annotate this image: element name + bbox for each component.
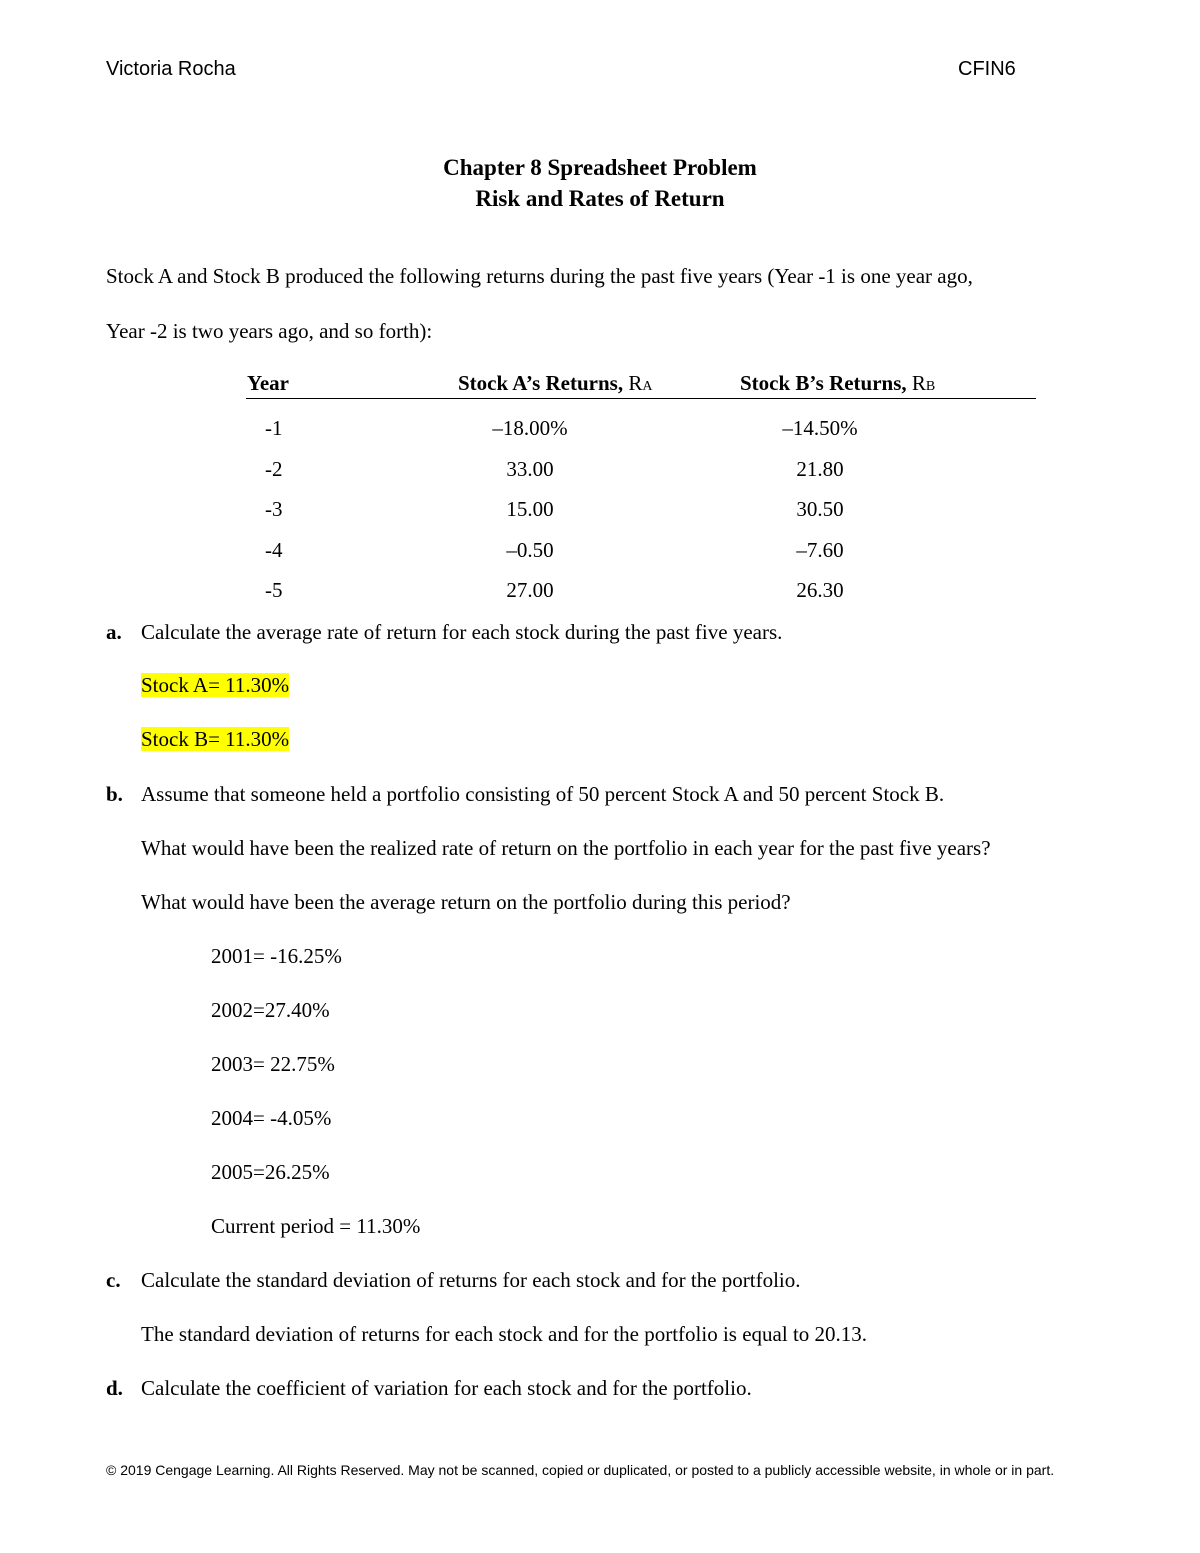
part-c-label: c. bbox=[106, 1268, 121, 1292]
table-cell-stock-a: 15.00 bbox=[506, 497, 554, 521]
part-c-question: Calculate the standard deviation of returns for each stock and for the portfolio. bbox=[141, 1268, 801, 1292]
table-cell-year: -2 bbox=[265, 457, 283, 481]
table-cell-year: -1 bbox=[265, 416, 283, 440]
part-b-answer: 2001= -16.25% bbox=[211, 944, 342, 968]
part-a-question: Calculate the average rate of return for each stock during the past five years. bbox=[141, 620, 783, 644]
part-b-label: b. bbox=[106, 782, 123, 806]
table-header-rule bbox=[246, 398, 1036, 399]
part-a-answer-stock-b: Stock B= 11.30% bbox=[141, 727, 290, 751]
table-header-year: Year bbox=[247, 371, 289, 395]
table-cell-stock-a: 33.00 bbox=[506, 457, 554, 481]
part-c-answer: The standard deviation of returns for each stock and for the portfolio is equal to 20.13. bbox=[141, 1322, 868, 1346]
table-cell-stock-b: –7.60 bbox=[796, 538, 844, 562]
part-b-question-3: What would have been the average return on the portfolio during this period? bbox=[141, 890, 791, 914]
header-author: Victoria Rocha bbox=[106, 58, 236, 80]
part-b-question-1: Assume that someone held a portfolio consisting of 50 percent Stock A and 50 percent Stock B. bbox=[141, 782, 945, 806]
part-b-question-2: What would have been the realized rate of return on the portfolio in each year for the past five years? bbox=[141, 836, 991, 860]
table-cell-stock-b: 30.50 bbox=[796, 497, 844, 521]
part-b-answer: 2004= -4.05% bbox=[211, 1106, 332, 1130]
table-cell-stock-a: 27.00 bbox=[506, 578, 554, 602]
copyright-footer: © 2019 Cengage Learning. All Rights Reserved. May not be scanned, copied or duplicated, or posted to a publicly accessible website, in whole or in part. bbox=[106, 1462, 1055, 1478]
table-cell-year: -5 bbox=[265, 578, 283, 602]
header-course: CFIN6 bbox=[958, 58, 1016, 80]
part-b-answer: 2005=26.25% bbox=[211, 1160, 330, 1184]
document-subtitle: Risk and Rates of Return bbox=[475, 186, 725, 211]
intro-line-1: Stock A and Stock B produced the following returns during the past five years (Year -1 is one year ago, bbox=[106, 264, 973, 288]
document-title: Chapter 8 Spreadsheet Problem bbox=[443, 155, 757, 180]
table-cell-year: -4 bbox=[265, 538, 283, 562]
table-cell-stock-b: 21.80 bbox=[796, 457, 844, 481]
part-a-label: a. bbox=[106, 620, 122, 644]
intro-line-2: Year -2 is two years ago, and so forth): bbox=[106, 319, 433, 343]
part-b-answer: 2002=27.40% bbox=[211, 998, 330, 1022]
part-b-answer: 2003= 22.75% bbox=[211, 1052, 335, 1076]
part-b-answer-average: Current period = 11.30% bbox=[211, 1214, 421, 1238]
part-a-answer-stock-a: Stock A= 11.30% bbox=[141, 673, 290, 697]
table-header-stock-b: Stock B’s Returns, RB bbox=[740, 371, 936, 395]
part-d-question: Calculate the coefficient of variation for each stock and for the portfolio. bbox=[141, 1376, 752, 1400]
part-d-label: d. bbox=[106, 1376, 123, 1400]
table-cell-stock-b: –14.50% bbox=[782, 416, 858, 440]
table-header-stock-a: Stock A’s Returns, RA bbox=[458, 371, 653, 395]
table-cell-stock-a: –0.50 bbox=[506, 538, 554, 562]
table-cell-stock-b: 26.30 bbox=[796, 578, 844, 602]
table-cell-stock-a: –18.00% bbox=[492, 416, 568, 440]
table-cell-year: -3 bbox=[265, 497, 283, 521]
